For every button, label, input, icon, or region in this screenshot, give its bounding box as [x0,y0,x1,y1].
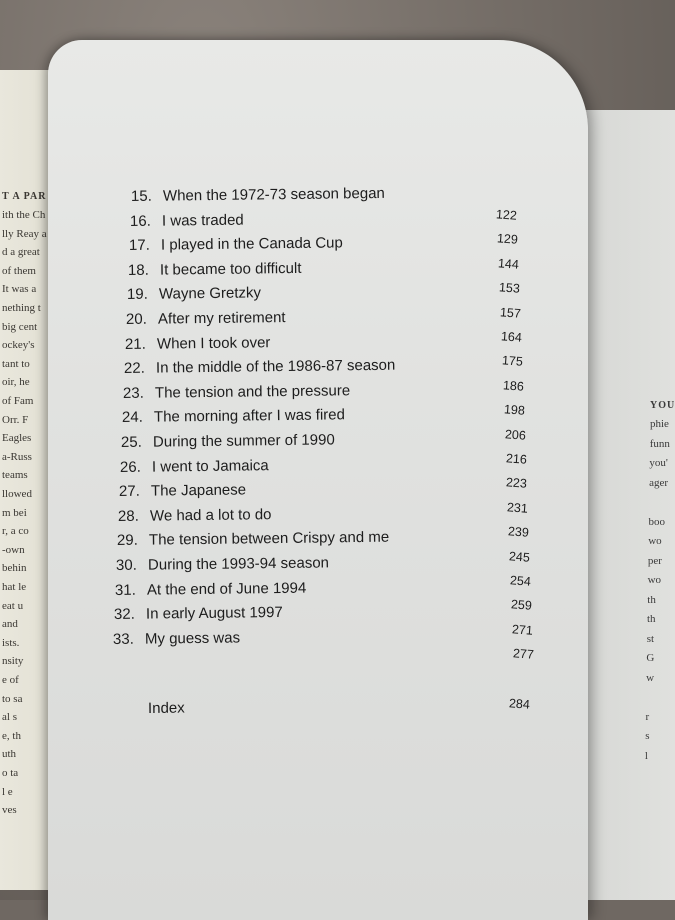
left-page-line: eat u [2,599,24,612]
right-page-line: you' [649,457,668,469]
left-page-line: ockey's [2,339,35,352]
left-page-line: Orr. F [2,413,29,426]
chapter-page-number: 206 [504,426,526,443]
chapter-title: The Japanese [150,481,247,500]
toc-entry [123,382,350,402]
left-page-line: oir, he [2,376,30,389]
left-page-line: nsity [2,655,24,668]
left-page-line: ists. [2,636,20,649]
chapter-title: In the middle of the 1986-87 season [155,356,396,377]
chapter-title: My guess was [144,629,241,648]
toc-entry [113,629,240,648]
chapter-page-number: 239 [507,524,530,540]
left-page-line: tant to [2,357,30,370]
right-page-line: th [647,593,656,606]
left-page-heading: T A PAR [2,191,47,202]
left-page-line: It was a [2,283,37,296]
right-page-line: phie [650,418,669,430]
chapter-title: In early August 1997 [145,604,283,623]
toc-entry [129,235,343,255]
chapter-page-number: 216 [505,451,527,467]
chapter-number: 26. [119,458,141,476]
toc-entry [119,482,246,501]
left-page-line: and [2,618,18,631]
chapter-number: 33. [112,630,134,648]
chapter-number: 29. [116,532,138,550]
chapter-title: I went to Jamaica [151,456,269,476]
chapter-title: When I took over [156,333,271,353]
chapter-title: I was traded [161,211,244,230]
left-page-line: o ta [2,767,19,779]
chapter-title: We had a lot to do [149,505,272,525]
toc-entry [130,211,244,229]
left-page-line: r, a co [2,525,29,538]
right-page-line: r [645,710,650,723]
left-page-line: llowed [2,488,32,500]
right-page-line: per [647,554,662,567]
right-page-line: th [647,613,656,625]
chapter-page-number: 231 [506,500,529,516]
chapter-title: I played in the Canada Cup [160,234,343,254]
left-page-line: lly Reay a [2,227,47,240]
chapter-number: 27. [118,482,140,501]
right-page-line: boo [648,515,665,528]
chapter-number: 23. [122,384,144,402]
chapter-title: It became too difficult [159,259,302,279]
toc-entry [128,260,302,279]
chapter-page-number: 164 [500,329,523,345]
chapter-number: 32. [113,605,135,624]
chapter-title: At the end of June 1994 [146,579,307,599]
chapter-number: 17. [128,236,150,255]
chapter-title: The tension and the pressure [154,382,351,402]
left-page-line: to sa [2,692,23,705]
right-page-line: wo [647,574,662,586]
chapter-number: 18. [127,261,149,279]
left-page-line: nething t [2,302,41,314]
chapter-page-number: 277 [512,646,535,662]
left-page-line: -own [2,543,25,556]
chapter-page-number: 254 [509,573,532,589]
chapter-page-number: 153 [498,280,521,296]
right-page-line: wo [648,535,662,547]
left-page-line: ith the Ch [2,209,46,221]
right-page-line: funn [649,437,670,450]
left-page-line: e, th [2,729,21,742]
left-page-line: a-Russ [2,450,32,463]
left-page-line: m bei [2,506,27,519]
left-page-line: behin [2,562,27,575]
toc-entry [127,285,261,304]
chapter-number: 24. [121,409,143,427]
toc-entry [122,407,345,427]
chapter-number: 30. [115,556,137,574]
toc-entry [116,554,329,574]
chapter-page-number: 245 [508,548,531,565]
toc-entry [118,506,272,525]
chapter-page-number: 129 [496,231,519,248]
chapter-page-number: 259 [510,597,533,614]
chapter-title: The tension between Crispy and me [148,529,390,549]
toc-entry [114,604,283,623]
left-page-line: al s [2,711,17,724]
chapter-number: 31. [114,581,136,599]
right-page-line: w [646,671,655,684]
chapter-page-number: 186 [502,378,524,394]
chapter-page-number: 223 [505,475,528,492]
right-page-line: st [646,632,655,645]
right-page-line: G [646,652,655,664]
right-page-heading: YOU [650,400,675,411]
right-page-line: s [645,730,650,742]
chapter-number: 16. [129,212,151,230]
toc-entry [125,334,271,353]
chapter-page-number: 175 [501,353,524,370]
toc-entry [121,431,335,451]
toc-entry [115,579,306,598]
left-page-line: e of [2,674,19,686]
left-page-line: Eagles [2,432,32,445]
toc-entry [126,309,286,328]
chapter-number: 25. [120,433,142,451]
chapter-number: 19. [126,286,148,304]
left-page-line: of Fam [2,395,34,407]
toc-entry [124,357,396,377]
left-page-line: ves [2,804,17,817]
chapter-page-number: 122 [495,207,518,223]
chapter-page-number: 157 [499,304,522,321]
toc-entry [120,457,269,476]
left-page-line: l e [2,785,13,798]
chapter-page-number: 271 [511,622,534,638]
chapter-page-number: 144 [497,256,520,272]
chapter-title: After my retirement [157,309,286,328]
index-page-number: 284 [508,696,531,712]
left-page-line: hat le [2,581,27,593]
chapter-number: 28. [117,507,139,525]
left-page-line: uth [2,748,17,761]
index-entry [148,700,185,717]
right-page-line: l [644,749,648,762]
chapter-title: During the 1993-94 season [147,554,330,574]
left-page-line: of them [2,264,36,277]
chapter-number: 20. [125,310,147,328]
left-page-line: big cent [2,320,38,333]
index-label: Index [147,699,185,717]
chapter-number: 15. [130,187,152,205]
chapter-number: 22. [123,359,145,378]
right-page-line: ager [649,476,669,489]
chapter-title: The morning after I was fired [153,406,346,426]
left-page-line: teams [2,469,28,482]
chapter-title: Wayne Gretzky [158,284,262,303]
chapter-number: 21. [124,335,146,353]
toc-entry [131,185,385,205]
left-page-line: d a great [2,246,40,259]
chapter-title: When the 1972-73 season began [162,184,385,205]
chapter-page-number: 198 [503,402,525,418]
chapter-title: During the summer of 1990 [152,431,335,451]
